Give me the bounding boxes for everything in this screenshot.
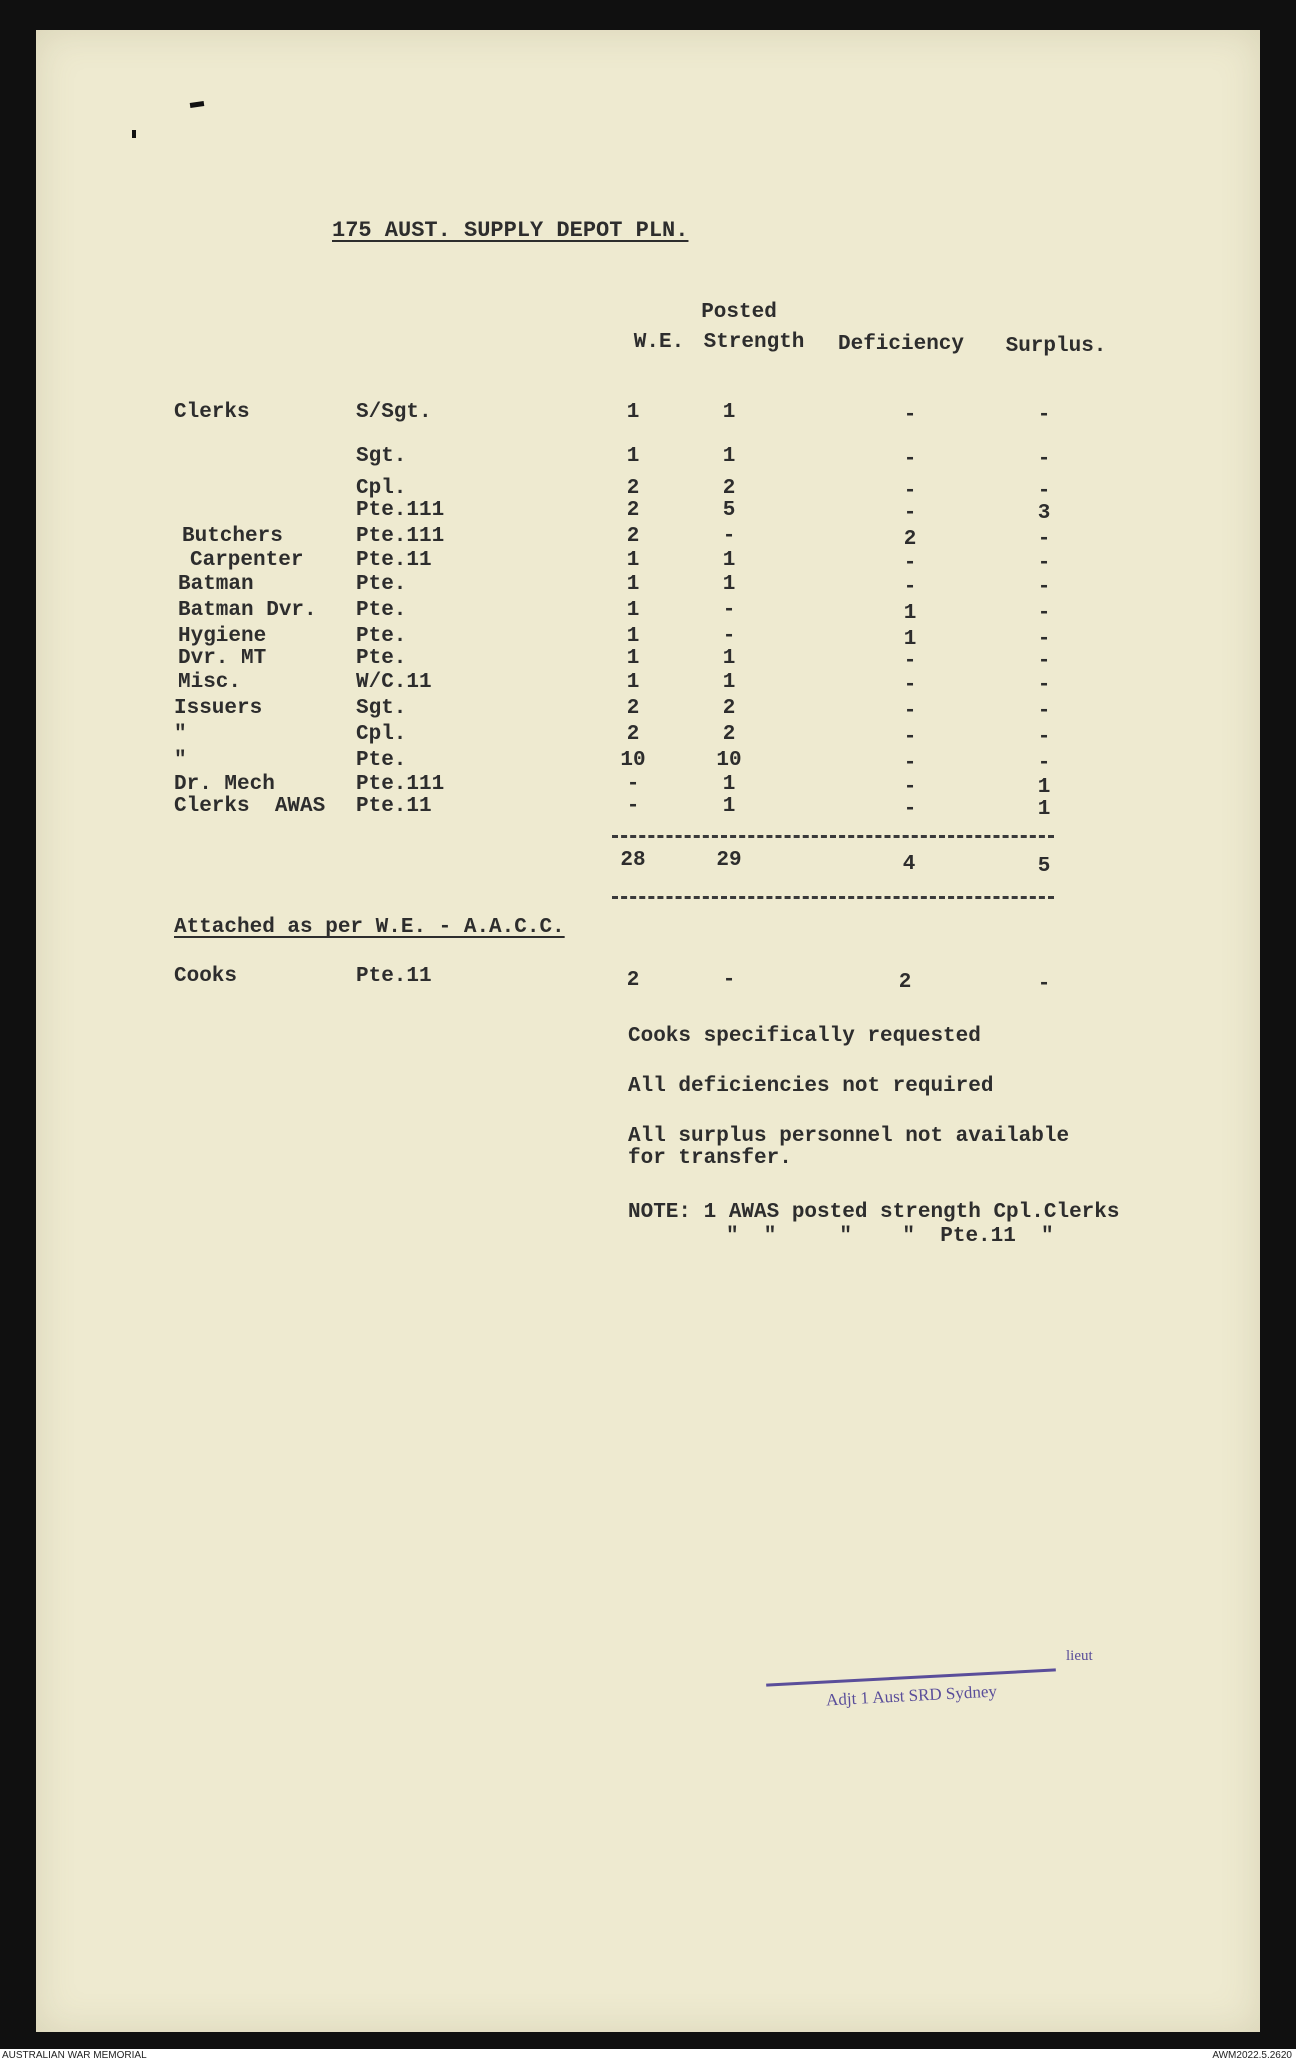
attached-trade: Cooks <box>174 965 238 988</box>
row-rank: Pte. <box>356 749 407 772</box>
row-posted: 1 <box>722 773 736 796</box>
row-rank: Pte. <box>356 647 407 670</box>
row-trade: Misc. <box>178 671 242 694</box>
row-surplus: - <box>1037 628 1051 651</box>
row-surplus: 1 <box>1037 776 1051 799</box>
col-header-posted: Posted <box>701 301 777 324</box>
row-surplus: - <box>1037 448 1051 471</box>
row-rank: Sgt. <box>356 445 407 468</box>
row-rank: Pte. <box>356 573 407 596</box>
ink-mark <box>190 101 205 108</box>
row-rank: Pte. <box>356 599 407 622</box>
col-header-strength: Strength <box>703 331 805 354</box>
row-we: 1 <box>626 599 640 622</box>
attached-surplus: - <box>1037 973 1051 996</box>
row-surplus: - <box>1037 674 1051 697</box>
col-header-surplus: Surplus. <box>1005 335 1107 358</box>
row-we: - <box>626 773 640 796</box>
row-trade: Dvr. MT <box>178 647 267 670</box>
row-trade: Carpenter <box>190 549 304 572</box>
row-trade: Issuers <box>174 697 263 720</box>
col-header-deficiency: Deficiency <box>837 333 965 356</box>
row-deficiency: 2 <box>903 528 917 551</box>
ink-mark <box>132 130 136 138</box>
row-surplus: - <box>1037 404 1051 427</box>
row-we: 2 <box>626 477 640 500</box>
footer-archive-name: AUSTRALIAN WAR MEMORIAL <box>2 2050 147 2061</box>
col-header-we: W.E. <box>633 331 685 354</box>
signature-line <box>766 1668 1056 1686</box>
note-surplus: All surplus personnel not available <box>628 1125 1070 1148</box>
row-surplus: 3 <box>1037 502 1051 525</box>
row-we: 2 <box>626 525 640 548</box>
row-surplus: - <box>1037 480 1051 503</box>
document-page <box>36 30 1260 2032</box>
row-we: 1 <box>626 573 640 596</box>
row-surplus: 1 <box>1037 798 1051 821</box>
total-posted: 29 <box>716 849 742 872</box>
row-surplus: - <box>1037 650 1051 673</box>
total-we: 28 <box>620 849 646 872</box>
row-trade: Clerks <box>174 401 250 424</box>
row-posted: 2 <box>722 697 736 720</box>
row-surplus: - <box>1037 528 1051 551</box>
row-rank: Pte.111 <box>356 499 445 522</box>
row-deficiency: - <box>903 674 917 697</box>
note-awas-line2: " " " " Pte.11 " <box>726 1225 1054 1248</box>
row-posted: 1 <box>722 671 736 694</box>
note-cooks: Cooks specifically requested <box>628 1025 981 1048</box>
row-we: 10 <box>620 749 646 772</box>
attached-heading: Attached as per W.E. - A.A.C.C. <box>174 916 565 939</box>
row-we: 1 <box>626 445 640 468</box>
row-posted: - <box>722 625 736 648</box>
total-surplus: 5 <box>1037 855 1051 878</box>
row-deficiency: 1 <box>903 628 917 651</box>
row-we: 2 <box>626 723 640 746</box>
row-deficiency: - <box>903 752 917 775</box>
footer-accession-number: AWM2022.5.2620 <box>1212 2050 1292 2061</box>
attached-deficiency: 2 <box>898 971 912 994</box>
note-deficiencies: All deficiencies not required <box>628 1075 994 1098</box>
row-trade: Hygiene <box>178 625 267 648</box>
row-posted: 1 <box>722 445 736 468</box>
row-deficiency: - <box>903 650 917 673</box>
row-posted: 5 <box>722 499 736 522</box>
row-posted: 1 <box>722 401 736 424</box>
row-deficiency: - <box>903 576 917 599</box>
row-posted: 1 <box>722 795 736 818</box>
row-we: 1 <box>626 647 640 670</box>
row-we: 2 <box>626 499 640 522</box>
row-deficiency: 1 <box>903 602 917 625</box>
row-rank: Cpl. <box>356 477 407 500</box>
row-surplus: - <box>1037 726 1051 749</box>
row-deficiency: - <box>903 700 917 723</box>
row-rank: W/C.11 <box>356 671 432 694</box>
attached-we: 2 <box>626 969 640 992</box>
row-surplus: - <box>1037 576 1051 599</box>
row-trade: " <box>174 749 187 772</box>
row-posted: 10 <box>716 749 742 772</box>
row-posted: - <box>722 599 736 622</box>
row-posted: 1 <box>722 647 736 670</box>
row-trade: " <box>174 723 187 746</box>
stamp-appointment: Adjt 1 Aust SRD Sydney <box>825 1681 998 1710</box>
row-trade: Dr. Mech <box>174 773 275 796</box>
row-surplus: - <box>1037 752 1051 775</box>
row-surplus: - <box>1037 602 1051 625</box>
row-posted: 1 <box>722 549 736 572</box>
row-rank: Pte.111 <box>356 525 445 548</box>
row-rank: Pte.11 <box>356 795 432 818</box>
row-we: 1 <box>626 625 640 648</box>
row-rank: Pte. <box>356 625 407 648</box>
total-rule-bottom <box>612 896 1054 899</box>
row-deficiency: - <box>903 798 917 821</box>
row-rank: Sgt. <box>356 697 407 720</box>
row-deficiency: - <box>903 726 917 749</box>
row-we: 1 <box>626 401 640 424</box>
row-deficiency: - <box>903 502 917 525</box>
row-trade: Batman Dvr. <box>178 599 317 622</box>
row-trade: Clerks AWAS <box>174 795 326 818</box>
row-trade: Batman <box>178 573 254 596</box>
attached-posted: - <box>722 969 736 992</box>
row-rank: S/Sgt. <box>356 401 432 424</box>
row-deficiency: - <box>903 776 917 799</box>
row-deficiency: - <box>903 404 917 427</box>
stamp-rank: lieut <box>1066 1648 1093 1664</box>
note-transfer: for transfer. <box>628 1147 792 1170</box>
row-deficiency: - <box>903 552 917 575</box>
total-deficiency: 4 <box>902 853 916 876</box>
note-awas-line1: NOTE: 1 AWAS posted strength Cpl.Clerks <box>628 1201 1120 1224</box>
row-rank: Pte.111 <box>356 773 445 796</box>
row-we: 2 <box>626 697 640 720</box>
row-rank: Pte.11 <box>356 549 432 572</box>
row-surplus: - <box>1037 552 1051 575</box>
total-rule-top <box>612 835 1054 838</box>
row-we: 1 <box>626 671 640 694</box>
row-we: - <box>626 795 640 818</box>
row-posted: 1 <box>722 573 736 596</box>
attached-rank: Pte.11 <box>356 965 432 988</box>
row-surplus: - <box>1037 700 1051 723</box>
row-trade: Butchers <box>182 525 283 548</box>
row-posted: - <box>722 525 736 548</box>
document-title: 175 AUST. SUPPLY DEPOT PLN. <box>332 218 689 243</box>
row-we: 1 <box>626 549 640 572</box>
row-deficiency: - <box>903 448 917 471</box>
row-rank: Cpl. <box>356 723 407 746</box>
row-posted: 2 <box>722 477 736 500</box>
row-deficiency: - <box>903 480 917 503</box>
row-posted: 2 <box>722 723 736 746</box>
